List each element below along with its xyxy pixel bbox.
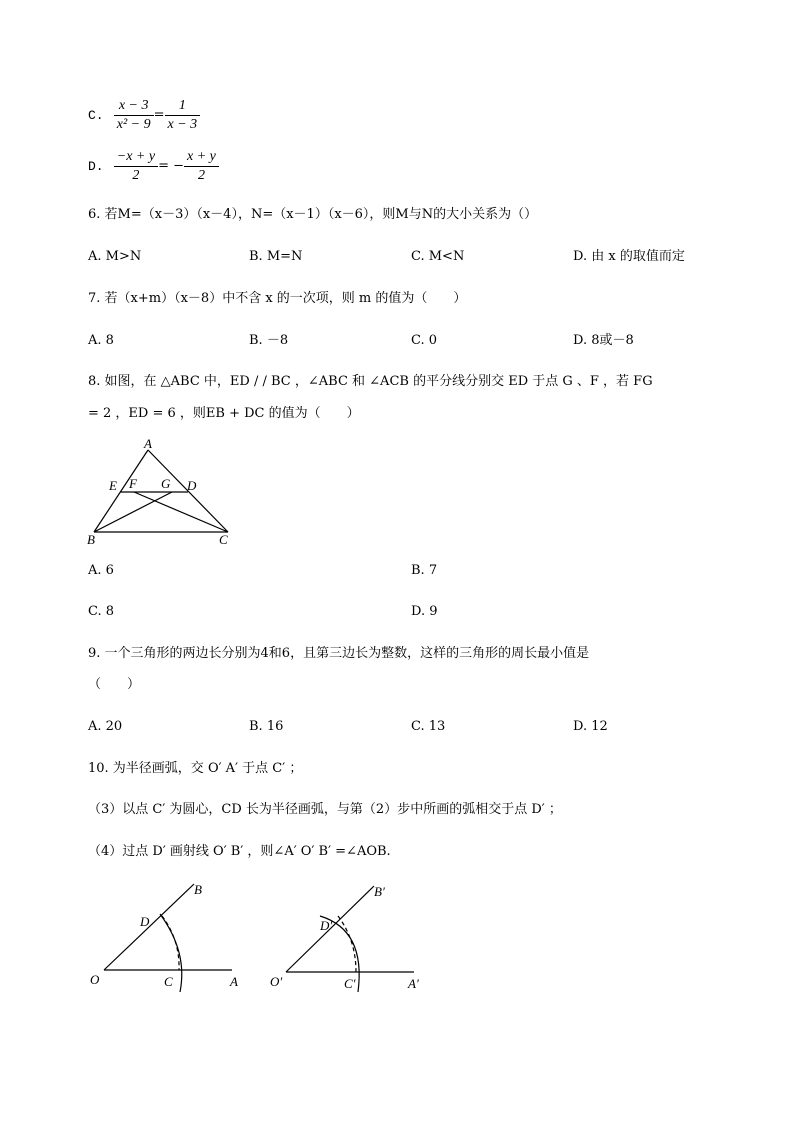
q9-stem-line1: 9. 一个三角形的两边长分别为4和6，且第三边长为整数，这样的三角形的周长最小值是 — [88, 646, 590, 661]
fraction-lhs: $\frac{x - 3}{\text{x² − 9}}$ — [114, 97, 154, 134]
q9-stem-line2: （ ） — [88, 677, 141, 692]
label-d: D — [187, 478, 197, 493]
q10-angle-figure-original — [86, 880, 256, 1000]
q7-option-a: A. 8 — [88, 333, 114, 348]
q8-stem-line1: 8. 如图，在 △ABC 中，ED / / BC ，∠ABC 和 ∠ACB 的平分线分别交 ED 于点 G 、F ，若 FG — [88, 374, 653, 389]
q8-option-b: B. 7 — [411, 563, 438, 578]
label-c: C — [219, 532, 228, 547]
label-e: E — [109, 478, 117, 493]
q7-option-b: B. －8 — [249, 333, 289, 348]
q8-option-a: A. 6 — [88, 563, 114, 578]
label-c: C — [164, 974, 173, 989]
q10-line3: （4）过点 D′ 画射线 O′ B′ ，则∠A′ O′ B′ =∠AOB. — [88, 844, 391, 859]
fraction-rhs: $\frac{1}{x - 3}$ — [165, 97, 201, 134]
label-a: A — [230, 974, 238, 989]
side-ab — [94, 450, 148, 532]
q9-option-a: A. 20 — [88, 719, 123, 734]
label-c-prime: C′ — [344, 976, 356, 991]
q6-stem: 6. 若M=（x－3）（x－4），N=（x－1）（x－6），则M与N的大小关系为（） — [88, 207, 538, 222]
q6-option-a: A. M>N — [88, 249, 142, 264]
q8-stem-line2: = 2 ，ED = 6 ，则EB + DC 的值为（ ） — [88, 406, 360, 421]
q7-stem: 7. 若（x+m）（x－8）中不含 x 的一次项，则 m 的值为（ ） — [88, 291, 467, 306]
q10-angle-figure-copy — [268, 880, 438, 1000]
q9-option-b: B. 16 — [249, 719, 284, 734]
q8-triangle-figure — [82, 436, 242, 548]
q9-option-d: D. 12 — [573, 719, 608, 734]
bisector-cf — [134, 492, 228, 532]
fraction-lhs: $\frac{-x + y}{2}$ — [114, 148, 158, 185]
option-label: D. — [88, 159, 104, 174]
q7-option-c: C. 0 — [411, 333, 438, 348]
label-b-prime: B′ — [374, 884, 385, 899]
q6-option-c: C. M<N — [411, 249, 465, 264]
bisector-bg — [94, 492, 172, 532]
label-a: A — [144, 436, 152, 451]
equals-minus: = − — [158, 158, 184, 174]
q6-option-b: B. M=N — [249, 249, 303, 264]
q7-option-d: D. 8或－8 — [573, 333, 634, 348]
q10-line2: （3）以点 C′ 为圆心，CD 长为半径画弧，与第（2）步中所画的弧相交于点 D′ ； — [88, 802, 562, 817]
label-f: F — [129, 476, 137, 491]
label-d-prime: D′ — [320, 918, 333, 933]
label-b: B — [194, 882, 202, 897]
label-b: B — [87, 532, 95, 547]
label-o-prime: O′ — [270, 974, 283, 989]
label-a-prime: A′ — [408, 976, 419, 991]
equals-sign: = — [153, 107, 165, 123]
label-o: O — [90, 972, 100, 987]
q8-option-c: C. 8 — [88, 604, 115, 619]
q6-option-d: D. 由 x 的取值而定 — [573, 249, 685, 264]
q8-option-d: D. 9 — [411, 604, 438, 619]
q10-line1: 10. 为半径画弧，交 O′ A′ 于点 C′ ； — [88, 761, 303, 776]
label-g: G — [161, 476, 171, 491]
label-d: D — [140, 914, 150, 929]
option-label: C. — [88, 108, 104, 123]
fraction-rhs: $\frac{x + y}{2}$ — [184, 148, 219, 185]
q9-option-c: C. 13 — [411, 719, 446, 734]
q5-option-d — [88, 148, 219, 185]
q5-option-c — [88, 97, 200, 134]
